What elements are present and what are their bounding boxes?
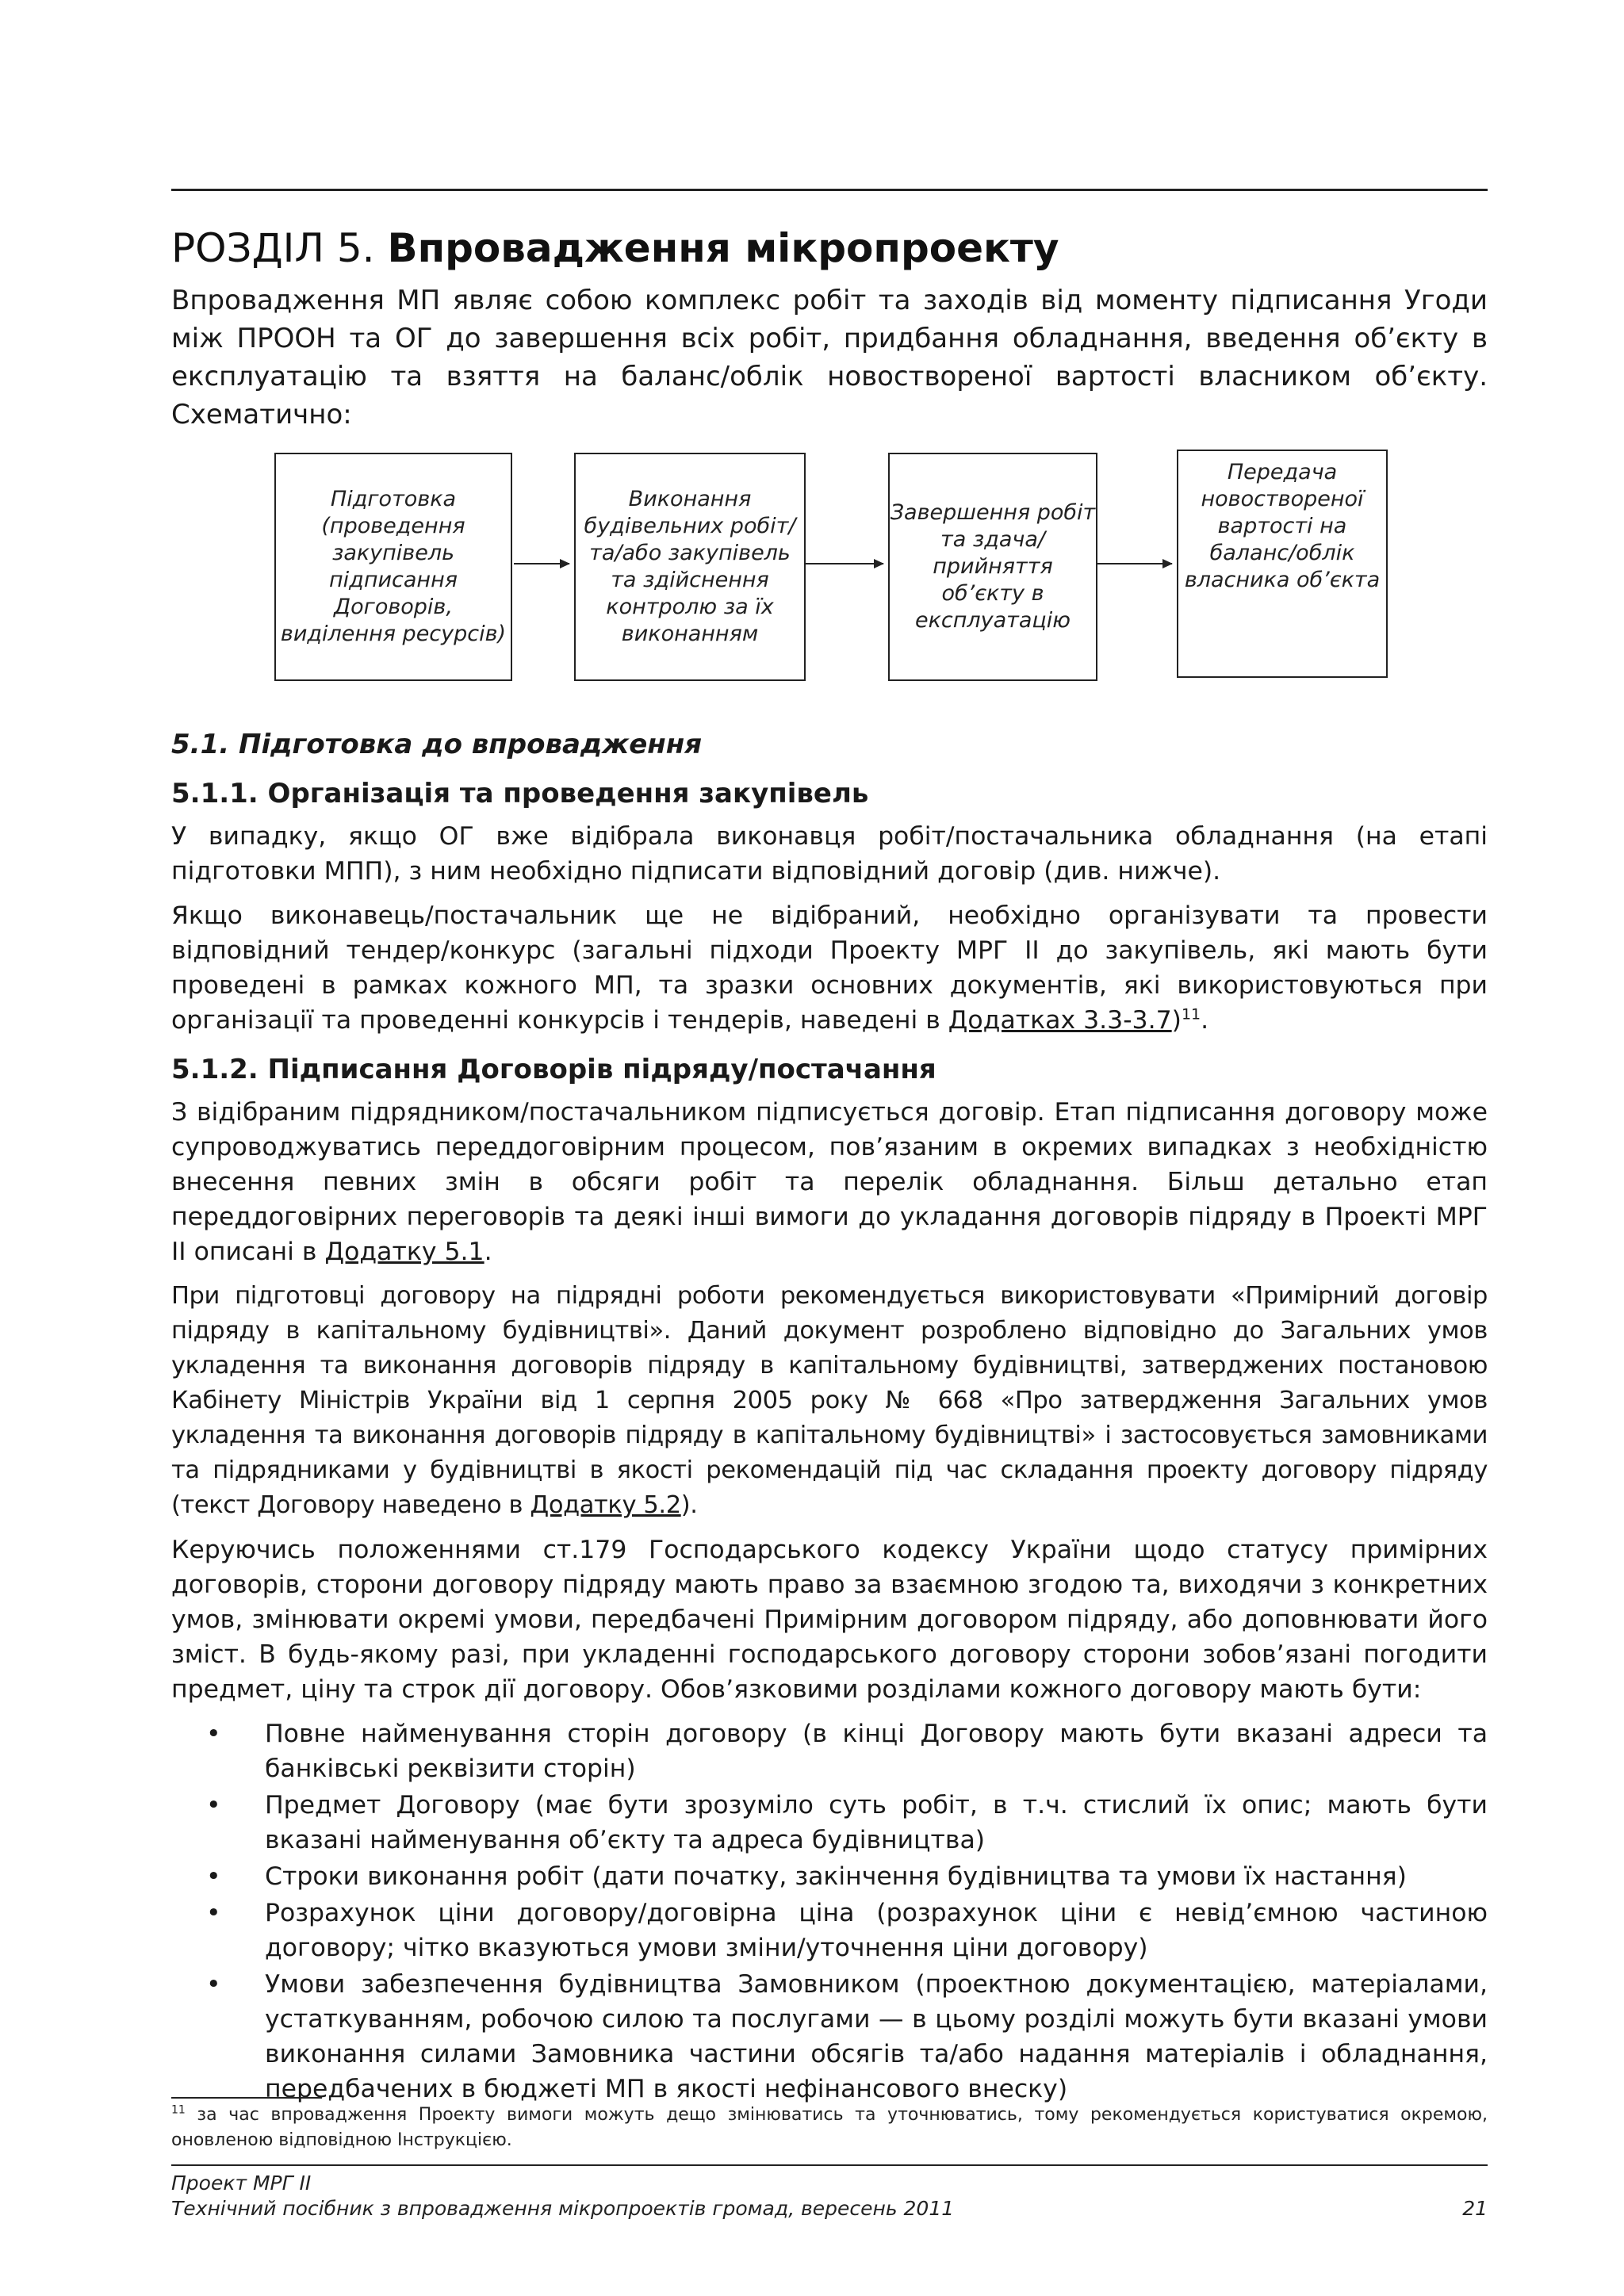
page-content: [171, 189, 1488, 2108]
bullet-icon: •: [206, 1970, 221, 1999]
flow-box-preparation: Підготовка (проведення закупівель підписання Договорів, виділення ресурсів): [274, 453, 512, 681]
bullet-icon: •: [206, 1899, 221, 1927]
footnote-11: [171, 2103, 1488, 2153]
list-item-text: Предмет Договору (має бути зрозуміло суть робіт, в т.ч. стислий їх опис; мають бути вказані найменування об’єкту та адреса будівництва): [265, 1791, 1488, 1854]
page-number: 21: [1462, 2197, 1488, 2220]
section-5-1-heading: 5.1. Підготовка до впровадження: [171, 729, 703, 760]
section-5-1-2-paragraph-1: [171, 1095, 1488, 1269]
list-item: [171, 1967, 1488, 2107]
paragraph-text-tail: ).: [680, 1491, 698, 1519]
section-5-1-2-paragraph-2: [171, 1279, 1488, 1523]
top-rule: [171, 189, 1488, 191]
footnote-text: за час впровадження Проекту вимоги можуть дещо змінюватись та уточнюватись, тому рекомендується користуватися окремою, оновленою відповідною Інструкцією.: [171, 2105, 1488, 2150]
paragraph-text: З відібраним підрядником/постачальником підписується договір. Етап підписання договору може супроводжуватись переддоговірним процесом, пов’язаним в окремих випадках з необхідністю внесення певних змін в обсяги робіт та перелік обладнання. Більш детально етап переддоговірних переговорів та деякі інші вимоги до укладання договорів підряду в Проекті МРГ ІІ описані в: [171, 1098, 1488, 1266]
annex-5-1-link[interactable]: Додатку 5.1: [324, 1238, 485, 1266]
chapter-intro: Впровадження МП являє собою комплекс робіт та заходів від моменту підписання Угоди між ПРООН та ОГ до завершення всіх робіт, придбання обладнання, введення об’єкту в експлуатацію та взяття на баланс/облік новоствореної вартості власником об’єкту. Схематично:: [171, 285, 1488, 430]
chapter-heading: [171, 223, 1488, 274]
annex-5-2-link[interactable]: Додатку 5.2: [530, 1491, 681, 1519]
chapter-prefix: РОЗДІЛ 5.: [171, 225, 375, 271]
footnote-number: 11: [171, 2103, 186, 2117]
section-5-1-1-paragraph-1: У випадку, якщо ОГ вже відібрала виконавця робіт/постачальника обладнання (на етапі підготовки МПП), з ним необхідно підписати відповідний договір (див. нижче).: [171, 822, 1488, 886]
list-item: [171, 1896, 1488, 1965]
bullet-icon: •: [206, 1791, 221, 1820]
page-footer: [171, 2171, 1488, 2221]
list-item: [171, 1859, 1488, 1894]
section-5-1-2-paragraph-3: Керуючись положеннями ст.179 Господарського кодексу України щодо статусу примірних договорів, сторони договору підряду мають право за взаємною згодою та, виходячи з конкретних умов, змінювати окремі умови, передбачені Примірним договором підряду, або доповнювати його зміст. В будь-якому разі, при укладенні господарського договору сторони зобов’язані погодити предмет, ціну та строк дії договору. Обов’язковими розділами кожного договору мають бути:: [171, 1536, 1488, 1704]
footnote-ref-11[interactable]: 11: [1181, 1005, 1201, 1024]
list-item-text: Повне найменування сторін договору (в кінці Договору мають бути вказані адреси та банківські реквізити сторін): [265, 1720, 1488, 1783]
paragraph-text: Якщо виконавець/постачальник ще не відібраний, необхідно організувати та провести відповідний тендер/конкурс (загальні підходи Проекту МРГ ІІ до закупівель, які мають бути проведені в рамках кожного МП, та зразки основних документів, які використовуються при організації та проведенні конкурсів і тендерів, наведені в: [171, 901, 1488, 1035]
footnote-rule: [171, 2097, 322, 2099]
paragraph-text-tail: .: [1201, 1006, 1209, 1035]
list-item-text: Розрахунок ціни договору/договірна ціна (розрахунок ціни є невід’ємною частиною договору; чітко вказуються умови зміни/уточнення ціни договору): [265, 1899, 1488, 1962]
flow-box-completion: Завершення робіт та здача/прийняття об’єкту в експлуатацію: [888, 453, 1097, 681]
paragraph-text: При підготовці договору на підрядні роботи рекомендується використовувати «Примірний договір підряду в капітальному будівництві». Даний документ розроблено відповідно до Загальних умов укладення та виконання договорів підряду в капітальному будівництві, затверджених постановою Кабінету Міністрів України від 1 серпня 2005 року № 668 «Про затвердження Загальних умов укладення та виконання договорів підряду в капітальному будівництві» і застосовується замовниками та підрядниками у будівництві в якості рекомендацій під час складання проекту договору підряду (текст Договору наведено в: [171, 1282, 1488, 1519]
footer-manual-title: Технічний посібник з впровадження мікропроектів громад, вересень 2011: [171, 2197, 955, 2220]
section-5-1-2-heading: 5.1.2. Підписання Договорів підряду/постачання: [171, 1054, 936, 1085]
footer-rule: [171, 2164, 1488, 2166]
bullet-icon: •: [206, 1862, 221, 1891]
flow-box-execution: Виконання будівельних робіт/та/або закупівель та здійснення контролю за їх виконанням: [574, 453, 806, 681]
flow-box-transfer: Передача новоствореної вартості на баланс/облік власника об’єкта: [1177, 450, 1388, 678]
list-item: [171, 1788, 1488, 1858]
list-item: [171, 1716, 1488, 1786]
contract-requirements-list: [171, 1716, 1488, 2107]
process-flow-diagram: [171, 453, 1488, 705]
list-item-text: Умови забезпечення будівництва Замовником (проектною документацією, матеріалами, устаткуванням, робочою силою та послугами — в цьому розділі можуть бути вказані умови виконання силами Замовника частини обсягів та/або надання матеріалів і обладнання, передбачених в бюджеті МП в якості нефінансового внеску): [265, 1970, 1488, 2103]
paragraph-text-close: ): [1171, 1006, 1182, 1035]
list-item-text: Строки виконання робіт (дати початку, закінчення будівництва та умови їх настання): [265, 1862, 1407, 1891]
section-5-1-1-heading: 5.1.1. Організація та проведення закупівель: [171, 778, 869, 809]
section-5-1-1-paragraph-2: [171, 898, 1488, 1038]
annex-3-3-3-7-link[interactable]: Додатках 3.3-3.7: [948, 1006, 1172, 1035]
paragraph-text-tail: .: [484, 1238, 492, 1266]
chapter-title: Впровадження мікропроекту: [387, 225, 1059, 271]
bullet-icon: •: [206, 1720, 221, 1748]
footer-project-name: Проект МРГ ІІ: [171, 2172, 312, 2195]
